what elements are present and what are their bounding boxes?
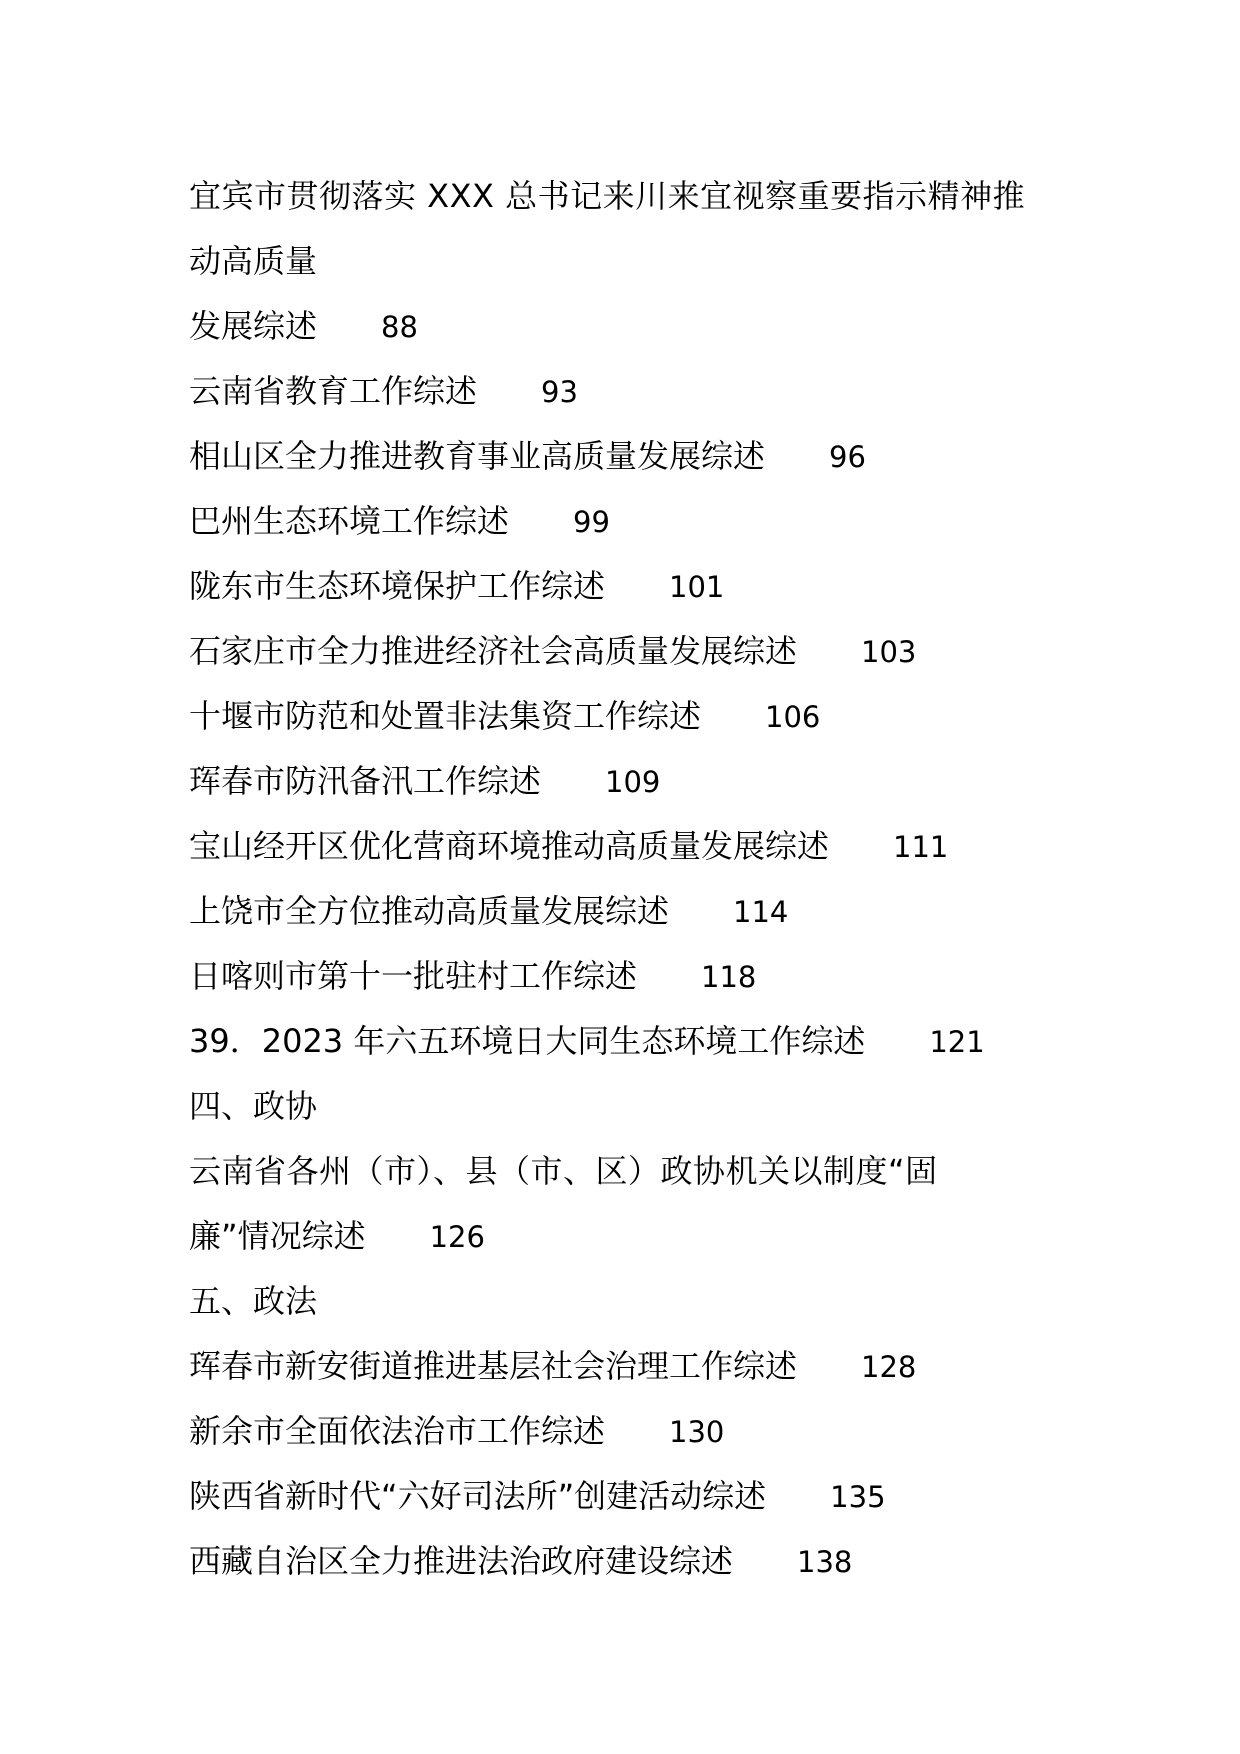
toc-entry (189, 749, 1069, 814)
toc-page-number: 111 (893, 830, 949, 864)
toc-page-number: 101 (669, 570, 725, 604)
section-heading-law: 五、政法 (189, 1282, 318, 1320)
toc-page-number: 130 (669, 1415, 725, 1449)
toc-entry-title: 新余市全面依法治市工作综述 (189, 1412, 606, 1450)
toc-page-number: 135 (830, 1480, 886, 1514)
toc-entry-title: 陕西省新时代“六好司法所”创建活动综述 (189, 1477, 767, 1515)
toc-entry-title-line: 宜宾市贯彻落实 XXX 总书记来川来宜视察重要指示精神推 (189, 177, 1026, 215)
toc-page-number: 121 (929, 1025, 985, 1059)
toc-entry (189, 554, 1069, 619)
toc-entry-title: 巴州生态环境工作综述 (189, 502, 510, 540)
toc-page-number: 96 (829, 440, 866, 474)
toc-entry (189, 294, 1069, 359)
toc-entry-title: 日喀则市第十一批驻村工作综述 (189, 957, 638, 995)
toc-entry (189, 1009, 1069, 1074)
toc-page-number: 109 (605, 765, 661, 799)
toc-entry (189, 619, 1069, 684)
toc-entry (189, 1204, 1069, 1269)
toc-entry-title: 上饶市全方位推动高质量发展综述 (189, 892, 670, 930)
toc-entry (189, 1529, 1069, 1594)
toc-entry-title: 相山区全力推进教育事业高质量发展综述 (189, 437, 766, 475)
toc-page-number: 118 (701, 960, 757, 994)
toc-entry-title: 陇东市生态环境保护工作综述 (189, 567, 606, 605)
toc-entry-title: 珲春市新安街道推进基层社会治理工作综述 (189, 1347, 798, 1385)
toc-entry (189, 879, 1069, 944)
toc-entry (189, 1464, 1069, 1529)
toc-entry-title: 石家庄市全力推进经济社会高质量发展综述 (189, 632, 798, 670)
toc-page-number: 99 (573, 505, 610, 539)
toc-entry (189, 684, 1069, 749)
toc-entry (189, 1334, 1069, 1399)
toc-entry (189, 359, 1069, 424)
toc-page-number: 126 (429, 1220, 485, 1254)
toc-entry-title: 西藏自治区全力推进法治政府建设综述 (189, 1542, 734, 1580)
toc-page-number: 138 (797, 1545, 853, 1579)
toc-entry-title: 发展综述 (189, 307, 318, 345)
table-of-contents (189, 164, 1069, 1594)
toc-entry-title-line: 云南省各州（市）、县（市、区）政协机关以制度“固 (189, 1152, 938, 1190)
toc-entry-title: 十堰市防范和处置非法集资工作综述 (189, 697, 702, 735)
toc-entry (189, 944, 1069, 1009)
toc-page-number: 93 (541, 375, 578, 409)
toc-page-number: 106 (765, 700, 821, 734)
toc-entry (189, 489, 1069, 554)
toc-entry (189, 1399, 1069, 1464)
toc-entry-title: 云南省教育工作综述 (189, 372, 478, 410)
toc-page-number: 103 (861, 635, 917, 669)
section-heading-cppcc: 四、政协 (189, 1087, 318, 1125)
toc-page-number: 88 (381, 310, 418, 344)
toc-entry-title: 廉”情况综述 (189, 1217, 366, 1255)
toc-entry (189, 814, 1069, 879)
toc-page-number: 128 (861, 1350, 917, 1384)
toc-entry-title: 宝山经开区优化营商环境推动高质量发展综述 (189, 827, 830, 865)
toc-entry-title-line: 动高质量 (189, 242, 318, 280)
toc-entry-title: 39．2023 年六五环境日大同生态环境工作综述 (189, 1022, 866, 1060)
toc-entry-title: 珲春市防汛备汛工作综述 (189, 762, 542, 800)
toc-entry (189, 424, 1069, 489)
toc-page-number: 114 (733, 895, 789, 929)
